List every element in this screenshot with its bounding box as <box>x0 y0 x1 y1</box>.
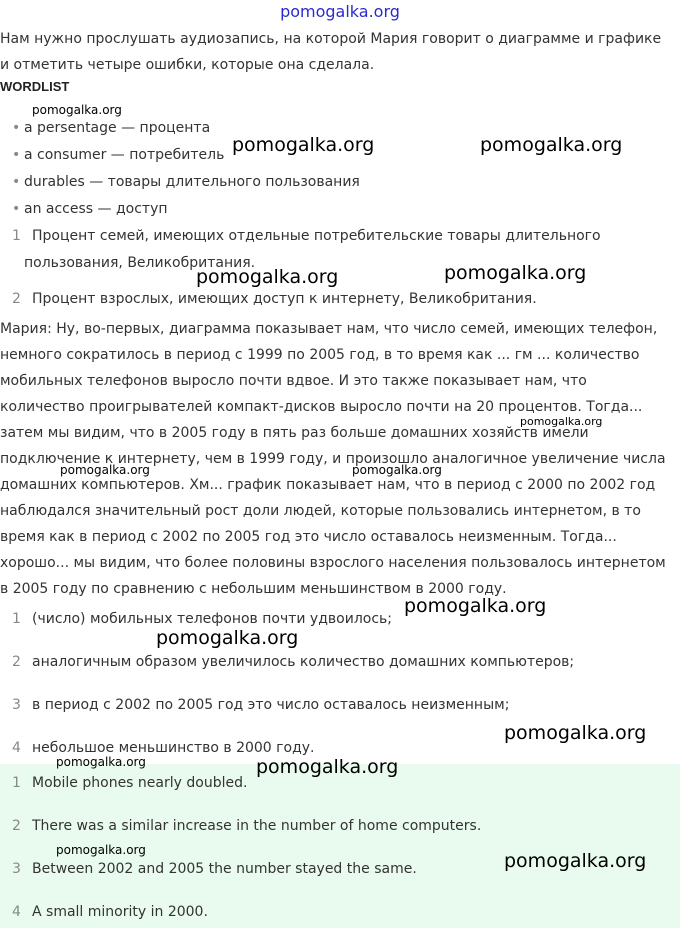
watermark: pomogalka.org <box>444 262 587 284</box>
ru-error-item <box>0 606 660 632</box>
watermark: pomogalka.org <box>504 722 647 744</box>
bullet-icon: • <box>12 201 21 217</box>
item-text-continued: пользования, Великобритания. <box>24 255 256 271</box>
item-text: Процент взрослых, имеющих доступ к интернету, Великобритания. <box>32 291 537 307</box>
watermark: pomogalka.org <box>60 463 150 477</box>
wordlist-text: durables — товары длительного пользования <box>24 174 360 190</box>
watermark: pomogalka.org <box>232 134 375 156</box>
watermark: pomogalka.org <box>56 755 146 769</box>
wordlist-item <box>12 169 360 195</box>
mary-transcript: Мария: Ну, во-первых, диаграмма показывает нам, что число семей, имеющих телефон, немного сократилось в период с 1999 по 2005 год, в то время как ... гм ... количество мобильных телефонов выросло почти вдвое. И это также показывает нам, что количество проигрывателей компакт-дисков выросло почти на 20 процентов. Тогда... затем мы видим, что в 2005 году в пять раз больше домашних хозяйств имели подключение к интернету, чем в 1999 году, и произошло аналогичное увеличение числа домашних компьютеров. Хм... график показывает нам, что в период с 2000 по 2002 год наблюдался значительный рост доли людей, которые пользовались интернетом, в то время как в период с 2002 по 2005 год это число оставалось неизменным. Тогда... хорошо... мы видим, что более половины взрослого населения пользовалось интернетом в 2005 году по сравнению с небольшим меньшинством в 2000 году. <box>0 321 666 597</box>
chart-caption-item <box>0 223 660 249</box>
wordlist-item <box>12 196 168 222</box>
item-number: 3 <box>12 697 21 713</box>
ru-error-item <box>0 692 660 718</box>
chart-caption-item <box>0 286 660 312</box>
watermark: pomogalka.org <box>480 134 623 156</box>
watermark: pomogalka.org <box>256 756 399 778</box>
watermark: pomogalka.org <box>352 463 442 477</box>
watermark: pomogalka.org <box>504 850 647 872</box>
item-number: 2 <box>12 654 21 670</box>
item-number: 1 <box>12 775 21 791</box>
item-number: 4 <box>12 904 21 920</box>
watermark: pomogalka.org <box>404 595 547 617</box>
watermark: pomogalka.org <box>156 627 299 649</box>
header-watermark: pomogalka.org <box>280 2 400 21</box>
item-text: A small minority in 2000. <box>32 904 208 920</box>
item-number: 2 <box>12 291 21 307</box>
bullet-icon: • <box>12 174 21 190</box>
item-number: 3 <box>12 861 21 877</box>
wordlist-text: an access — доступ <box>24 201 168 217</box>
watermark: pomogalka.org <box>56 843 146 857</box>
item-text: Mobile phones nearly doubled. <box>32 775 248 791</box>
item-text: в период с 2002 по 2005 год это число оставалось неизменным; <box>32 697 510 713</box>
item-text: (число) мобильных телефонов почти удвоилось; <box>32 611 392 627</box>
intro-text: Нам нужно прослушать аудиозапись, на которой Мария говорит о диаграмме и графике и отметить четыре ошибки, которые она сделала. <box>0 31 662 73</box>
wordlist-text: a consumer — потребитель <box>24 147 225 163</box>
watermark: pomogalka.org <box>196 266 339 288</box>
ru-error-item <box>0 649 660 675</box>
en-error-item <box>0 813 660 839</box>
wordlist-item <box>12 115 210 141</box>
item-number: 2 <box>12 818 21 834</box>
item-text: небольшое меньшинство в 2000 году. <box>32 740 315 756</box>
item-text: There was a similar increase in the number of home computers. <box>32 818 482 834</box>
bullet-icon: • <box>12 147 21 163</box>
en-error-item <box>0 899 660 925</box>
watermark: pomogalka.org <box>32 103 122 117</box>
item-number: 1 <box>12 228 21 244</box>
wordlist-text: a persentage — процента <box>24 120 211 136</box>
item-text: аналогичным образом увеличилось количество домашних компьютеров; <box>32 654 575 670</box>
item-text: Between 2002 and 2005 the number stayed the same. <box>32 861 417 877</box>
item-text: Процент семей, имеющих отдельные потребительские товары длительного <box>32 228 601 244</box>
item-number: 4 <box>12 740 21 756</box>
wordlist-item <box>12 142 224 168</box>
item-number: 1 <box>12 611 21 627</box>
watermark: pomogalka.org <box>520 415 603 428</box>
bullet-icon: • <box>12 120 21 136</box>
wordlist-heading: WORDLIST <box>0 79 70 94</box>
